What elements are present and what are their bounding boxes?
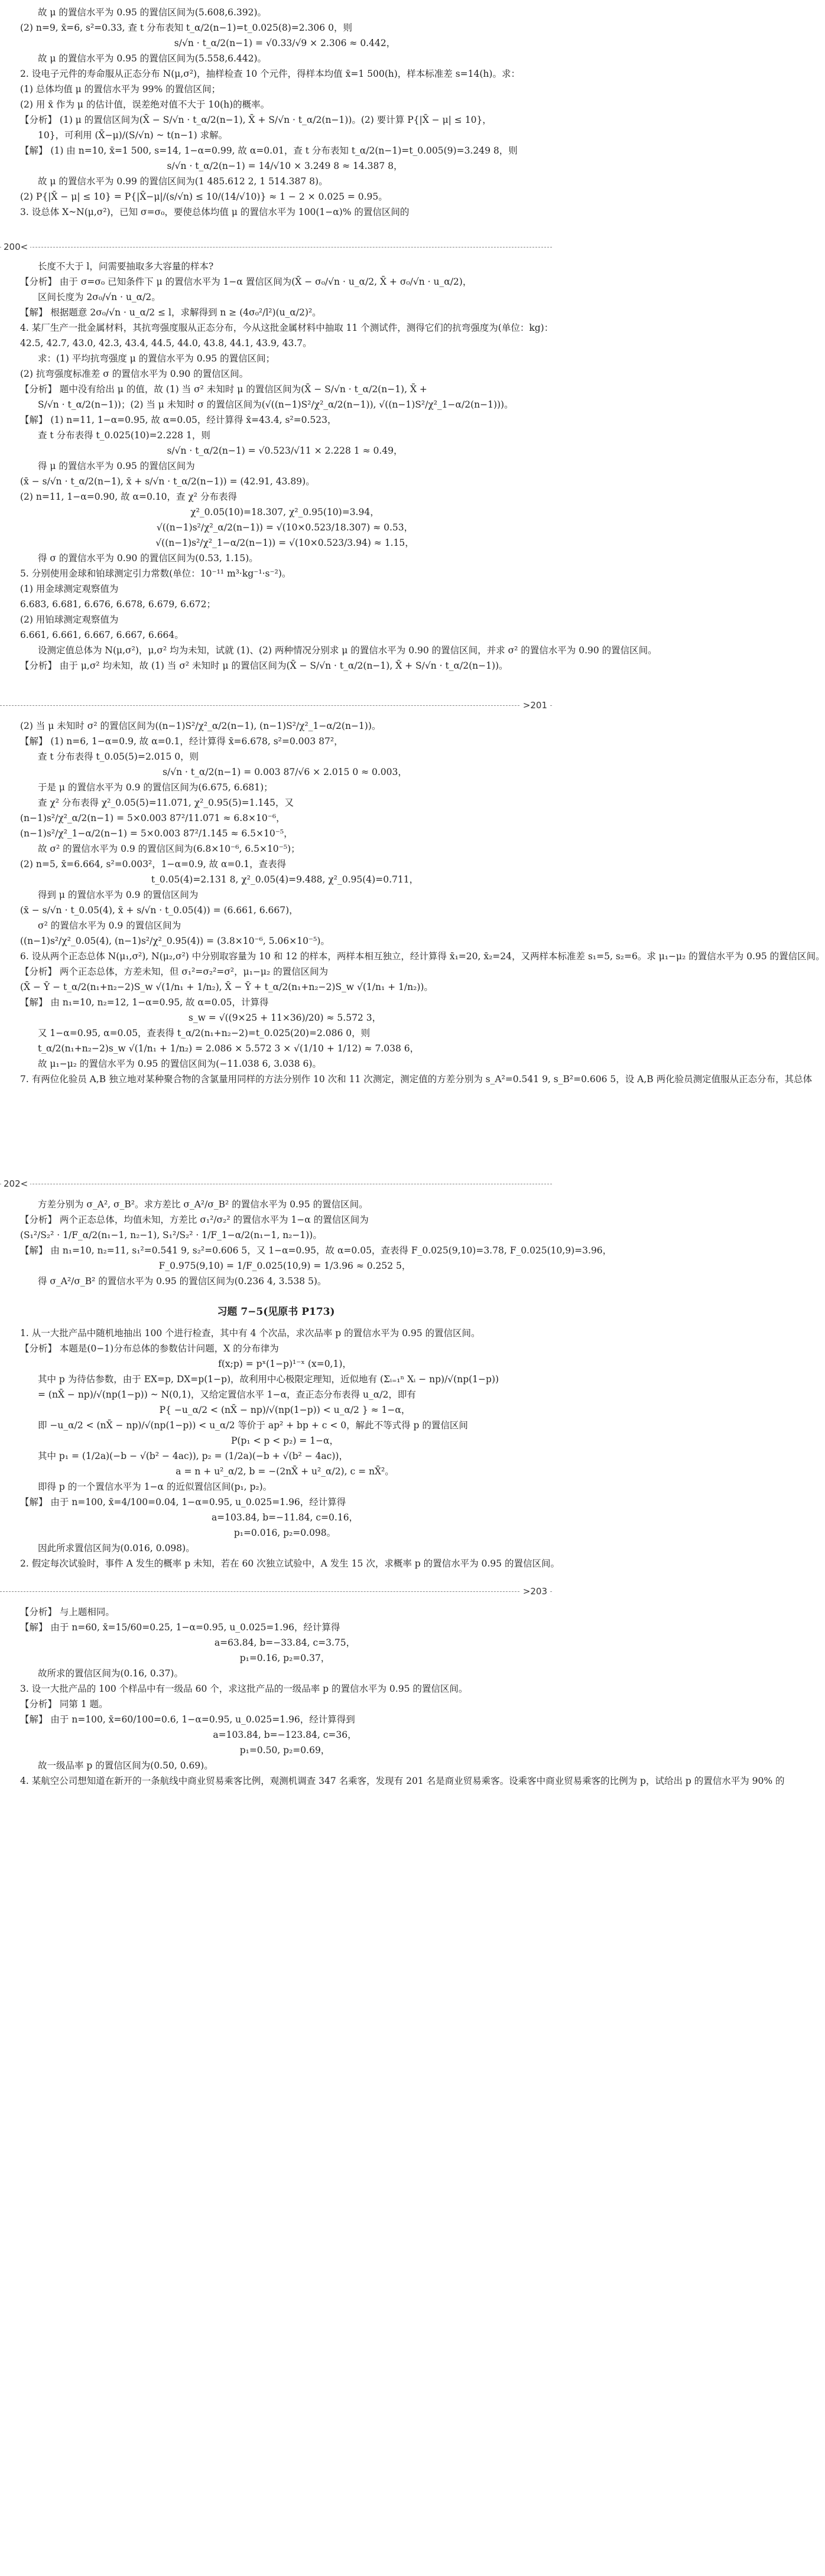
text-line: (2) 用铂球测定观察值为: [20, 614, 119, 625]
text-line: 【分析】 由于 μ,σ² 均未知，故 (1) 当 σ² 未知时 μ 的置信区间为(X̄ − S/√n · t_α/2(n−1), X̄ + S/√n · t_α/2(n−1))。: [20, 660, 508, 671]
text-line: a=103.84, b=−11.84, c=0.16，: [211, 1512, 359, 1523]
text-line: 【解】 (1) n=11, 1−α=0.95, 故 α=0.05，经计算得 x̄=43.4, s²=0.523，: [20, 415, 337, 425]
text-block-3: [20, 718, 825, 1087]
text-line: 7. 有两位化验员 A,B 独立地对某种聚合物的含氯量用同样的方法分别作 10 次和 11 次测定，测定值的方差分别为 s_A²=0.541 9, s_B²=0.606 5，设 A,B 两化验员测定值服从正态分布，其总体: [20, 1074, 813, 1085]
text-line: 6.683, 6.681, 6.676, 6.678, 6.679, 6.672；: [20, 599, 216, 610]
text-line: 方差分别为 σ_A², σ_B²。求方差比 σ_A²/σ_B² 的置信水平为 0.95 的置信区间。: [38, 1199, 368, 1210]
text-line: (2) P{|X̄ − μ| ≤ 10} = P{|X̄−μ|/(s/√n) ≤ 10/(14/√10)} ≈ 1 − 2 × 0.025 = 0.95。: [20, 191, 388, 202]
page-break-202: [0, 1175, 552, 1193]
text-line: 查 t 分布表得 t_0.025(10)=2.228 1，则: [38, 430, 210, 441]
text-line: 【分析】 同第 1 题。: [20, 1699, 108, 1709]
text-line: 3. 设一大批产品的 100 个样品中有一级品 60 个，求这批产品的一级品率 p 的置信水平为 0.95 的置信区间。: [20, 1683, 468, 1694]
text-line: a=103.84, b=−123.84, c=36，: [213, 1730, 357, 1740]
text-line: p₁=0.50, p₂=0.69，: [239, 1745, 330, 1756]
text-line: 故一级品率 p 的置信区间为(0.50, 0.69)。: [38, 1760, 213, 1771]
text-line: 求：(1) 平均抗弯强度 μ 的置信水平为 0.95 的置信区间；: [38, 353, 275, 364]
text-line: 【分析】 本题是(0−1)分布总体的参数估计问题，X 的分布律为: [20, 1343, 279, 1354]
text-line: 设测定值总体为 N(μ,σ²)，μ,σ² 均为未知，试就 (1)、(2) 两种情况分别求 μ 的置信水平为 0.90 的置信区间，并求 σ² 的置信水平为 0.90 的置信区间。: [38, 645, 657, 656]
text-line: (x̄ − s/√n · t_0.05(4), x̄ + s/√n · t_0.05(4)) = (6.661, 6.667)，: [20, 905, 298, 916]
text-line: f(x;p) = pˣ(1−p)¹⁻ˣ (x=0,1)，: [218, 1359, 352, 1369]
text-line: 【分析】 两个正态总体，方差未知，但 σ₁²=σ₂²=σ²，μ₁−μ₂ 的置信区间为: [20, 966, 329, 977]
text-line: s_w = √((9×25 + 11×36)/20) ≈ 5.572 3，: [188, 1012, 382, 1023]
text-line: 故 σ² 的置信水平为 0.9 的置信区间为(6.8×10⁻⁶, 6.5×10⁻⁵)；: [38, 844, 300, 854]
text-line: 得 σ 的置信水平为 0.90 的置信区间为(0.53, 1.15)。: [38, 553, 258, 564]
text-line: 于是 μ 的置信水平为 0.9 的置信区间为(6.675, 6.681)；: [38, 782, 273, 793]
text-line: 因此所求置信区间为(0.016, 0.098)。: [38, 1543, 195, 1554]
text-line: P(p₁ < p < p₂) = 1−α，: [230, 1435, 339, 1446]
text-line: (2) 当 μ 未知时 σ² 的置信区间为((n−1)S²/χ²_α/2(n−1), (n−1)S²/χ²_1−α/2(n−1))。: [20, 721, 381, 731]
text-line: 【解】 (1) n=6, 1−α=0.9, 故 α=0.1，经计算得 x̄=6.678, s²=0.003 87²，: [20, 736, 343, 747]
text-line: 42.5, 42.7, 43.0, 42.3, 43.4, 44.5, 44.0, 43.8, 44.1, 43.9, 43.7。: [20, 338, 312, 349]
text-line: (2) n=11, 1−α=0.90, 故 α=0.10，查 χ² 分布表得: [20, 491, 237, 502]
text-line: (n−1)s²/χ²_α/2(n−1) = 5×0.003 87²/11.071 ≈ 6.8×10⁻⁶，: [20, 813, 285, 823]
page-number-tag: >203: [521, 1585, 550, 1598]
text-line: σ² 的置信水平为 0.9 的置信区间为: [38, 920, 181, 931]
text-line: 其中 p 为待估参数，由于 EX=p, DX=p(1−p)，故利用中心极限定理知，近似地有 (Σᵢ₌₁ⁿ Xᵢ − np)/√(np(1−p)): [38, 1374, 499, 1385]
text-line: 【解】 由于 n=60, x̄=15/60=0.25, 1−α=0.95, u_0.025=1.96，经计算得: [20, 1622, 340, 1633]
text-line: 即 −u_α/2 < (nX̄ − np)/√(np(1−p)) < u_α/2 等价于 ap² + bp + c < 0，解此不等式得 p 的置信区间: [38, 1420, 468, 1431]
text-line: s/√n · t_α/2(n−1) = 14/√10 × 3.249 8 ≈ 14.387 8，: [167, 161, 403, 171]
text-line: (2) n=9, x̄=6, s²=0.33, 查 t 分布表知 t_α/2(n−1)=t_0.025(8)=2.306 0，则: [20, 22, 352, 33]
text-line: 【解】 由 n₁=10, n₂=11, s₁²=0.541 9, s₂²=0.606 5，又 1−α=0.95，故 α=0.05，查表得 F_0.025(9,10)=3.78, F_0.025(10,9)=3.96，: [20, 1245, 612, 1256]
text-line: 【解】 根据题意 2σ₀/√n · u_α/2 ≤ l，求解得到 n ≥ (4σ₀²/l²)(u_α/2)²。: [20, 307, 321, 318]
text-block-1: [20, 5, 532, 220]
text-line: 4. 某厂生产一批金属材料，其抗弯强度服从正态分布，今从这批金属材料中抽取 11 个测试件，测得它们的抗弯强度为(单位：kg)：: [20, 323, 554, 333]
text-line: (X̄ − Ȳ − t_α/2(n₁+n₂−2)S_w √(1/n₁ + 1/n₂), X̄ − Ȳ + t_α/2(n₁+n₂−2)S_w √(1/n₁ + 1/n₂))。: [20, 982, 433, 992]
text-line: 得 σ_A²/σ_B² 的置信水平为 0.95 的置信区间为(0.236 4, 3.538 5)。: [38, 1276, 327, 1287]
text-line: S/√n · t_α/2(n−1))；(2) 当 μ 未知时 σ 的置信区间为(√((n−1)S²/χ²_α/2(n−1)), √((n−1)S²/χ²_1−α/2(n−1)))。: [38, 399, 514, 410]
text-line: 故 μ 的置信水平为 0.99 的置信区间为(1 485.612 2, 1 514.387 8)。: [38, 176, 328, 187]
text-line: 5. 分别使用金球和铂球测定引力常数(单位：10⁻¹¹ m³·kg⁻¹·s⁻²)。: [20, 568, 291, 579]
exercise-heading-block: [20, 1303, 532, 1321]
text-block-4: [20, 1197, 612, 1289]
text-line: 其中 p₁ = (1/2a)(−b − √(b² − 4ac)), p₂ = (1/2a)(−b + √(b² − 4ac))，: [38, 1451, 348, 1461]
text-line: s/√n · t_α/2(n−1) = √0.33/√9 × 2.306 ≈ 0.442，: [174, 38, 396, 48]
text-line: 得 μ 的置信水平为 0.95 的置信区间为: [38, 461, 195, 471]
text-line: t_α/2(n₁+n₂−2)s_w √(1/n₁ + 1/n₂) = 2.086 × 5.572 3 × √(1/10 + 1/12) ≈ 7.038 6，: [38, 1043, 420, 1054]
text-line: (2) 用 x̄ 作为 μ 的估计值，误差绝对值不大于 10(h)的概率。: [20, 99, 270, 110]
text-line: 故 μ 的置信水平为 0.95 的置信区间为(5.608,6.392)。: [38, 7, 267, 18]
text-line: s/√n · t_α/2(n−1) = 0.003 87/√6 × 2.015 0 ≈ 0.003，: [163, 767, 407, 777]
page-break-200: [0, 239, 552, 256]
text-line: 【解】 由于 n=100, x̄=60/100=0.6, 1−α=0.95, u_0.025=1.96，经计算得到: [20, 1714, 355, 1725]
text-line: 6. 设从两个正态总体 N(μ₁,σ²), N(μ₂,σ²) 中分别取容量为 10 和 12 的样本，两样本相互独立，经计算得 x̄₁=20, x̄₂=24，又两样本标准差 s₁=5, s₂=6。求 μ₁−μ₂ 的置信水平为 0.95 的置信区间。: [20, 951, 825, 962]
text-line: 【分析】 (1) μ 的置信区间为(X̄ − S/√n · t_α/2(n−1), X̄ + S/√n · t_α/2(n−1))。(2) 要计算 P{|X̄ − μ| ≤ 10}，: [20, 115, 492, 125]
exercise-heading: 习题 7−5(见原书 P173): [217, 1306, 335, 1318]
page-number-tag: 202<: [1, 1177, 30, 1190]
text-line: (n−1)s²/χ²_1−α/2(n−1) = 5×0.003 87²/1.145 ≈ 6.5×10⁻⁵，: [20, 828, 293, 839]
text-line: 【解】 由于 n=100, x̄=4/100=0.04, 1−α=0.95, u_0.025=1.96，经计算得: [20, 1497, 346, 1507]
text-line: 即得 p 的一个置信水平为 1−α 的近似置信区间(p₁, p₂)。: [38, 1481, 272, 1492]
text-block-2: [20, 259, 657, 673]
text-line: 6.661, 6.661, 6.667, 6.667, 6.664。: [20, 630, 184, 640]
text-line: √((n−1)s²/χ²_1−α/2(n−1)) = √(10×0.523/3.94) ≈ 1.15，: [155, 538, 414, 548]
text-line: (S₁²/S₂² · 1/F_α/2(n₁−1, n₂−1), S₁²/S₂² · 1/F_1−α/2(n₁−1, n₂−1))。: [20, 1230, 322, 1240]
text-line: 2. 设电子元件的寿命服从正态分布 N(μ,σ²)，抽样检查 10 个元件，得样本均值 x̄=1 500(h)，样本标准差 s=14(h)。求：: [20, 69, 520, 79]
page-break-203: [0, 1583, 552, 1601]
text-line: 【分析】 与上题相同。: [20, 1607, 115, 1617]
text-line: = (nX̄ − np)/√(np(1−p)) ~ N(0,1)，又给定置信水平 1−α，查正态分布表得 u_α/2，即有: [38, 1389, 416, 1400]
text-line: 10}，可利用 (X̄−μ)/(S/√n) ~ t(n−1) 求解。: [38, 130, 228, 141]
text-line: ((n−1)s²/χ²_0.05(4), (n−1)s²/χ²_0.95(4)) = (3.8×10⁻⁶, 5.06×10⁻⁵)。: [20, 936, 330, 946]
text-line: 2. 假定每次试验时，事件 A 发生的概率 p 未知，若在 60 次独立试验中，A 发生 15 次，求概率 p 的置信水平为 0.95 的置信区间。: [20, 1558, 560, 1569]
text-line: 得到 μ 的置信水平为 0.9 的置信区间为: [38, 890, 199, 900]
text-line: t_0.05(4)=2.131 8, χ²_0.05(4)=9.488, χ²_0.95(4)=0.711，: [151, 874, 419, 885]
page-number-tag: >201: [521, 699, 550, 712]
text-line: (2) 抗弯强度标准差 σ 的置信水平为 0.90 的置信区间。: [20, 369, 249, 379]
text-line: χ²_0.05(10)=18.307, χ²_0.95(10)=3.94，: [190, 507, 379, 517]
text-line: p₁=0.16, p₂=0.37，: [239, 1653, 330, 1663]
text-line: a = n + u²_α/2, b = −(2nX̄ + u²_α/2), c = nX̄²。: [176, 1466, 394, 1477]
page-number-tag: 200<: [1, 240, 30, 253]
text-line: a=63.84, b=−33.84, c=3.75，: [214, 1637, 356, 1648]
text-line: 【解】 (1) 由 n=10, x̄=1 500, s=14, 1−α=0.99, 故 α=0.01，查 t 分布表知 t_α/2(n−1)=t_0.005(9)=3.249 8，则: [20, 145, 518, 156]
page-break-rule: [0, 1591, 552, 1592]
text-line: s/√n · t_α/2(n−1) = √0.523/√11 × 2.228 1 ≈ 0.49，: [167, 445, 403, 456]
text-line: 【分析】 两个正态总体，均值未知，方差比 σ₁²/σ₂² 的置信水平为 1−α 的置信区间为: [20, 1214, 369, 1225]
text-line: 故 μ 的置信水平为 0.95 的置信区间为(5.558,6.442)。: [38, 53, 267, 64]
text-line: 故 μ₁−μ₂ 的置信水平为 0.95 的置信区间为(−11.038 6, 3.038 6)。: [38, 1059, 321, 1069]
text-line: (1) 总体均值 μ 的置信水平为 99% 的置信区间；: [20, 84, 221, 95]
text-line: (1) 用金球测定观察值为: [20, 584, 119, 594]
text-line: 又 1−α=0.95, α=0.05，查表得 t_α/2(n₁+n₂−2)=t_0.025(20)=2.086 0，则: [38, 1028, 371, 1038]
text-line: (2) n=5, x̄=6.664, s²=0.003²，1−α=0.9, 故 α=0.1，查表得: [20, 859, 287, 869]
text-line: 长度不大于 l，问需要抽取多大容量的样本?: [38, 261, 214, 272]
text-line: 查 t 分布表得 t_0.05(5)=2.015 0，则: [38, 751, 199, 762]
page-break-201: [0, 697, 552, 715]
text-line: p₁=0.016, p₂=0.098。: [233, 1528, 336, 1538]
text-block-6: [20, 1604, 785, 1789]
text-line: P{ −u_α/2 < (nX̄ − np)/√(np(1−p)) < u_α/2 } ≈ 1−α，: [159, 1405, 411, 1415]
text-line: 区间长度为 2σ₀/√n · u_α/2。: [38, 292, 161, 302]
text-line: 【解】 由 n₁=10, n₂=12, 1−α=0.95, 故 α=0.05，计算得: [20, 997, 269, 1008]
text-line: 【分析】 题中没有给出 μ 的值，故 (1) 当 σ² 未知时 μ 的置信区间为(X̄ − S/√n · t_α/2(n−1), X̄ +: [20, 384, 427, 395]
page-break-rule: [0, 705, 552, 706]
text-line: 3. 设总体 X~N(μ,σ²)，已知 σ=σ₀，要使总体均值 μ 的置信水平为 100(1−α)% 的置信区间的: [20, 207, 410, 217]
text-line: F_0.975(9,10) = 1/F_0.025(10,9) = 1/3.96 ≈ 0.252 5，: [158, 1261, 411, 1271]
text-line: 故所求的置信区间为(0.16, 0.37)。: [38, 1668, 183, 1679]
text-line: √((n−1)s²/χ²_α/2(n−1)) = √(10×0.523/18.307) ≈ 0.53，: [156, 522, 414, 533]
text-line: (x̄ − s/√n · t_α/2(n−1), x̄ + s/√n · t_α/2(n−1)) = (42.91, 43.89)。: [20, 476, 315, 487]
text-line: 查 χ² 分布表得 χ²_0.05(5)=11.071, χ²_0.95(5)=1.145，又: [38, 797, 294, 808]
text-line: 1. 从一大批产品中随机地抽出 100 个进行检查，其中有 4 个次品，求次品率 p 的置信水平为 0.95 的置信区间。: [20, 1328, 480, 1339]
text-block-5: [20, 1326, 560, 1571]
text-line: 【分析】 由于 σ=σ₀ 已知条件下 μ 的置信水平为 1−α 置信区间为(X̄ − σ₀/√n · u_α/2, X̄ + σ₀/√n · u_α/2)，: [20, 276, 472, 287]
text-line: 4. 某航空公司想知道在新开的一条航线中商业贸易乘客比例，观测机调查 347 名乘客，发现有 201 名是商业贸易乘客。设乘客中商业贸易乘客的比例为 p，试给出 p 的置信水平为 90% 的: [20, 1776, 785, 1786]
